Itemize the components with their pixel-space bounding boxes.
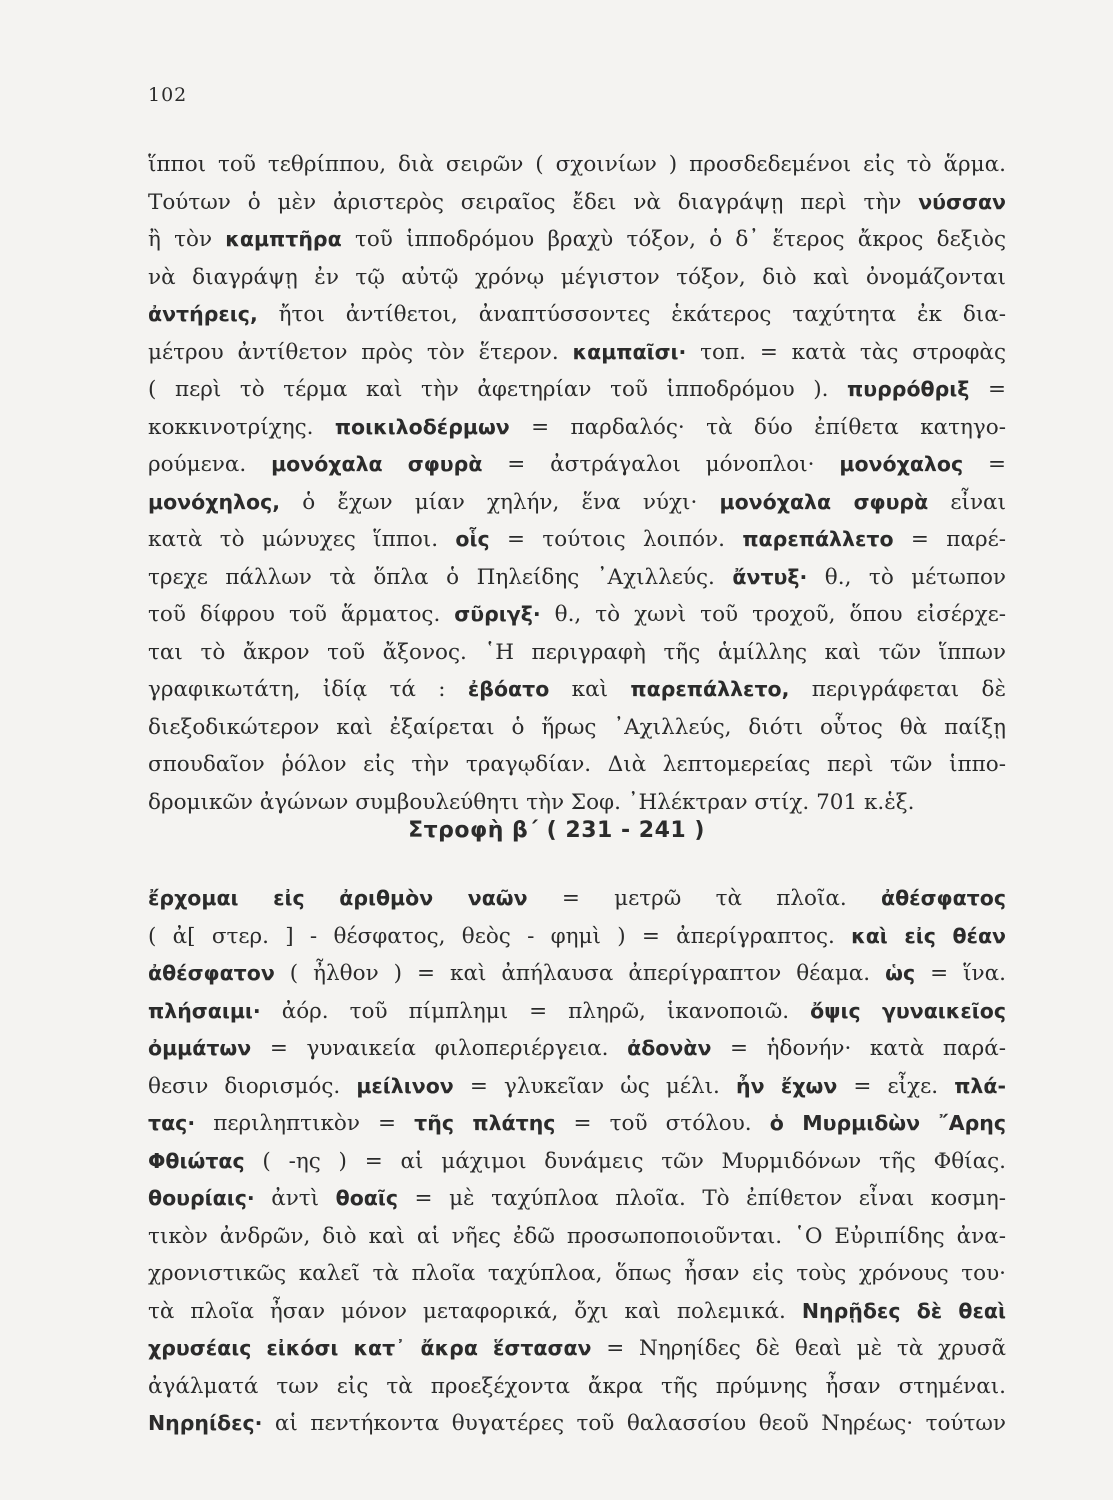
text-segment: = ἵνα. bbox=[915, 961, 1006, 986]
text-line bbox=[148, 671, 1006, 709]
text-line bbox=[148, 746, 1006, 784]
lemma-term: πλά- bbox=[954, 1073, 1006, 1098]
text-line bbox=[148, 1293, 1006, 1331]
text-segment: = τοῦ στόλου. bbox=[555, 1111, 770, 1136]
text-segment: = παρδαλός· τὰ δύο ἐπίθετα κατηγο- bbox=[509, 414, 1006, 440]
lemma-term: παρεπάλλετο, bbox=[630, 677, 790, 701]
page-number: 102 bbox=[148, 84, 188, 106]
text-line bbox=[148, 334, 1006, 372]
commentary-block-2 bbox=[148, 880, 1006, 1443]
lemma-term: ἀδονὰν bbox=[627, 1036, 712, 1060]
lemma-term: πυρρόθριξ bbox=[847, 377, 970, 401]
text-segment: τικὸν ἀνδρῶν, διὸ καὶ αἱ νῆες ἐδῶ προσωποποιοῦνται. ῾Ο Εὐριπίδης ἀνα- bbox=[148, 1223, 1006, 1249]
text-segment: σπουδαῖον ῥόλον εἰς τὴν τραγῳδίαν. Διὰ λεπτομερείας περὶ τῶν ἱππο- bbox=[148, 752, 1006, 777]
lemma-term: ἦν ἔχων bbox=[735, 1073, 838, 1098]
text-line bbox=[148, 918, 1006, 956]
commentary-block-1 bbox=[148, 146, 1006, 821]
text-segment: αἱ πεντήκοντα θυγατέρες τοῦ θαλασσίου θεοῦ Νηρέως· τούτων bbox=[262, 1411, 1006, 1436]
lemma-term: μονόχαλα σφυρὰ bbox=[271, 452, 483, 476]
lemma-term: τῆς πλάτης bbox=[414, 1111, 556, 1135]
text-segment: θ., τὸ μέτωπον bbox=[807, 564, 1006, 590]
lemma-term: πλήσαιμι· bbox=[148, 998, 261, 1023]
lemma-term: ποικιλοδέρμων bbox=[334, 414, 510, 439]
text-segment: μέτρου ἀντίθετον πρὸς τὸν ἕτερον. bbox=[148, 339, 573, 365]
text-segment: = εἶχε. bbox=[837, 1073, 955, 1099]
text-line bbox=[148, 1143, 1006, 1181]
text-segment: περιληπτικὸν = bbox=[195, 1111, 415, 1136]
text-segment: τοπ. = κατὰ τὰς στροφὰς bbox=[686, 339, 1006, 365]
text-segment: κοκκινοτρίχης. bbox=[148, 414, 335, 440]
text-line bbox=[148, 1068, 1006, 1106]
text-line bbox=[148, 559, 1006, 597]
text-segment: χρονιστικῶς καλεῖ τὰ πλοῖα ταχύπλοα, ὅπως ἦσαν εἰς τοὺς χρόνους του· bbox=[148, 1261, 1006, 1286]
text-segment: = παρέ- bbox=[893, 527, 1006, 552]
text-line bbox=[148, 484, 1006, 522]
text-segment: τοῦ ἱπποδρόμου βραχὺ τόξον, ὁ δ᾽ ἕτερος ἄκρος δεξιὸς bbox=[341, 227, 1006, 252]
text-line bbox=[148, 296, 1006, 334]
text-segment: ἤτοι ἀντίθετοι, ἀναπτύσσοντες ἑκάτερος ταχύτητα ἐκ δια- bbox=[257, 302, 1006, 327]
text-segment: περιγράφεται δὲ bbox=[789, 677, 1006, 702]
text-segment: ἢ τὸν bbox=[148, 227, 226, 252]
text-segment: ( ἀ[ στερ. ] - θέσφατος, θεὸς - φημὶ ) = ἀπερίγραπτος. bbox=[148, 923, 852, 949]
text-segment: = bbox=[963, 452, 1006, 477]
text-line bbox=[148, 409, 1006, 447]
text-line bbox=[148, 259, 1006, 297]
lemma-term: καμπαῖσι· bbox=[572, 339, 687, 364]
text-segment: Τούτων ὁ μὲν ἀριστερὸς σειραῖος ἔδει νὰ διαγράψῃ περὶ τὴν bbox=[148, 189, 919, 215]
text-line bbox=[148, 955, 1006, 993]
text-line bbox=[148, 521, 1006, 559]
text-line bbox=[148, 993, 1006, 1031]
text-segment: διεξοδικώτερον καὶ ἐξαίρεται ὁ ἥρως ᾿Αχιλλεύς, διότι οὗτος θὰ παίξῃ bbox=[148, 714, 1006, 740]
text-segment: τρεχε πάλλων τὰ ὅπλα ὁ Πηλείδης ᾿Αχιλλεύς. bbox=[148, 564, 733, 590]
lemma-term: νύσσαν bbox=[918, 189, 1006, 214]
text-segment: θεσιν διορισμός. bbox=[148, 1073, 357, 1099]
lemma-term: καμπτῆρα bbox=[225, 227, 342, 251]
lemma-term: ὄψις γυναικεῖος bbox=[810, 998, 1006, 1023]
text-line bbox=[148, 1105, 1006, 1143]
text-line bbox=[148, 1218, 1006, 1256]
text-line bbox=[148, 1180, 1006, 1218]
text-segment: = μὲ ταχύπλοα πλοῖα. Τὸ ἐπίθετον εἶναι κοσμη- bbox=[398, 1186, 1006, 1211]
lemma-term: θοαῖς bbox=[335, 1186, 399, 1210]
text-segment: = ἀστράγαλοι μόνοπλοι· bbox=[482, 452, 840, 477]
lemma-term: ἀθέσφατος bbox=[881, 886, 1006, 910]
lemma-term: θουρίαις· bbox=[148, 1186, 255, 1210]
text-segment: ται τὸ ἄκρον τοῦ ἄξονος. ῾Η περιγραφὴ τῆς ἁμίλλης καὶ τῶν ἵππων bbox=[148, 639, 1006, 665]
text-line bbox=[148, 880, 1006, 918]
lemma-term: μείλινον bbox=[356, 1073, 454, 1098]
lemma-term: ἄντυξ· bbox=[732, 564, 808, 589]
text-segment: = bbox=[969, 377, 1006, 402]
text-line bbox=[148, 634, 1006, 672]
text-line bbox=[148, 1330, 1006, 1368]
lemma-term: Νηρηίδες· bbox=[148, 1411, 263, 1435]
lemma-term: μονόχηλος, bbox=[148, 489, 281, 514]
text-segment: ἵπποι τοῦ τεθρίππου, διὰ σειρῶν ( σχοινίων ) προσδεδεμένοι εἰς τὸ ἅρμα. bbox=[148, 152, 1006, 177]
text-segment: = τούτοις λοιπόν. bbox=[489, 527, 743, 552]
text-line bbox=[148, 446, 1006, 484]
text-line bbox=[148, 184, 1006, 222]
text-segment: = ἡδονήν· κατὰ παρά- bbox=[711, 1036, 1006, 1061]
text-line bbox=[148, 221, 1006, 259]
text-segment: ἀγάλματά των εἰς τὰ προεξέχοντα ἄκρα τῆς πρύμνης ἦσαν στημέναι. bbox=[148, 1373, 1006, 1399]
lemma-term: μονόχαλα σφυρὰ bbox=[719, 489, 929, 514]
lemma-term: ἐβόατο bbox=[467, 677, 550, 701]
lemma-term: παρεπάλλετο bbox=[742, 527, 894, 551]
lemma-term: ἔρχομαι εἰς ἀριθμὸν ναῶν bbox=[148, 886, 528, 910]
lemma-term: τας· bbox=[148, 1111, 196, 1135]
lemma-term: ὡς bbox=[885, 961, 916, 985]
text-line bbox=[148, 371, 1006, 409]
text-segment: θ., τὸ χωνὶ τοῦ τροχοῦ, ὅπου εἰσέρχε- bbox=[540, 602, 1006, 627]
text-segment: ἀντὶ bbox=[254, 1186, 336, 1211]
text-segment: = γλυκεῖαν ὡς μέλι. bbox=[453, 1073, 736, 1099]
text-segment: τοῦ δίφρου τοῦ ἅρματος. bbox=[148, 602, 455, 627]
text-segment: γραφικωτάτη, ἰδίᾳ τά : bbox=[148, 677, 468, 702]
lemma-term: ἀθέσφατον bbox=[148, 961, 275, 985]
text-segment: = γυναικεία φιλοπεριέργεια. bbox=[251, 1036, 628, 1061]
section-heading: Στροφὴ β΄ ( 231 - 241 ) bbox=[408, 818, 705, 843]
text-line bbox=[148, 146, 1006, 184]
text-segment: ὁ ἔχων μίαν χηλήν, ἕνα νύχι· bbox=[280, 489, 720, 515]
lemma-term: χρυσέαις εἰκόσι κατ᾽ ἄκρα ἕστασαν bbox=[148, 1336, 592, 1360]
text-segment: ( περὶ τὸ τέρμα καὶ τὴν ἀφετηρίαν τοῦ ἱπποδρόμου ). bbox=[148, 377, 848, 402]
text-segment: κατὰ τὸ μώνυχες ἵπποι. bbox=[148, 527, 456, 552]
lemma-term: ὀμμάτων bbox=[148, 1036, 252, 1060]
text-line bbox=[148, 1368, 1006, 1406]
text-line bbox=[148, 1030, 1006, 1068]
text-segment: ( -ης ) = αἱ μάχιμοι δυνάμεις τῶν Μυρμιδόνων τῆς Φθίας. bbox=[244, 1148, 1006, 1174]
text-segment: εἶναι bbox=[928, 489, 1006, 515]
lemma-term: καὶ εἰς θέαν bbox=[851, 923, 1006, 948]
lemma-term: ὁ Μυρμιδὼν ῎Αρης bbox=[769, 1111, 1006, 1135]
text-line bbox=[148, 784, 1006, 822]
text-segment: ( ἦλθον ) = καὶ ἀπήλαυσα ἀπερίγραπτον θέαμα. bbox=[274, 961, 886, 986]
text-segment: ρούμενα. bbox=[148, 452, 272, 477]
text-segment: καὶ bbox=[549, 677, 631, 702]
text-segment: δρομικῶν ἀγώνων συμβουλεύθητι τὴν Σοφ. ᾿Ηλέκτραν στίχ. 701 κ.ἑξ. bbox=[148, 789, 915, 815]
text-line bbox=[148, 1255, 1006, 1293]
lemma-term: μονόχαλος bbox=[839, 452, 964, 476]
text-line bbox=[148, 1405, 1006, 1443]
text-segment: = Νηρηίδες δὲ θεαὶ μὲ τὰ χρυσᾶ bbox=[591, 1336, 1006, 1361]
text-line bbox=[148, 709, 1006, 747]
lemma-term: Νηρῇδες δὲ θεαὶ bbox=[801, 1298, 1006, 1323]
text-segment: νὰ διαγράψῃ ἐν τῷ αὐτῷ χρόνῳ μέγιστον τόξον, διὸ καὶ ὀνομάζονται bbox=[148, 264, 1006, 290]
lemma-term: οἷς bbox=[455, 527, 490, 551]
text-segment: ἀόρ. τοῦ πίμπλημι = πληρῶ, ἱκανοποιῶ. bbox=[260, 998, 811, 1024]
lemma-term: σῦριγξ· bbox=[454, 602, 541, 626]
text-segment: τὰ πλοῖα ἦσαν μόνον μεταφορικά, ὄχι καὶ πολεμικά. bbox=[148, 1298, 802, 1324]
lemma-term: Φθιώτας bbox=[148, 1148, 245, 1173]
text-segment: = μετρῶ τὰ πλοῖα. bbox=[527, 886, 882, 911]
lemma-term: ἀντήρεις, bbox=[148, 302, 258, 326]
text-line bbox=[148, 596, 1006, 634]
